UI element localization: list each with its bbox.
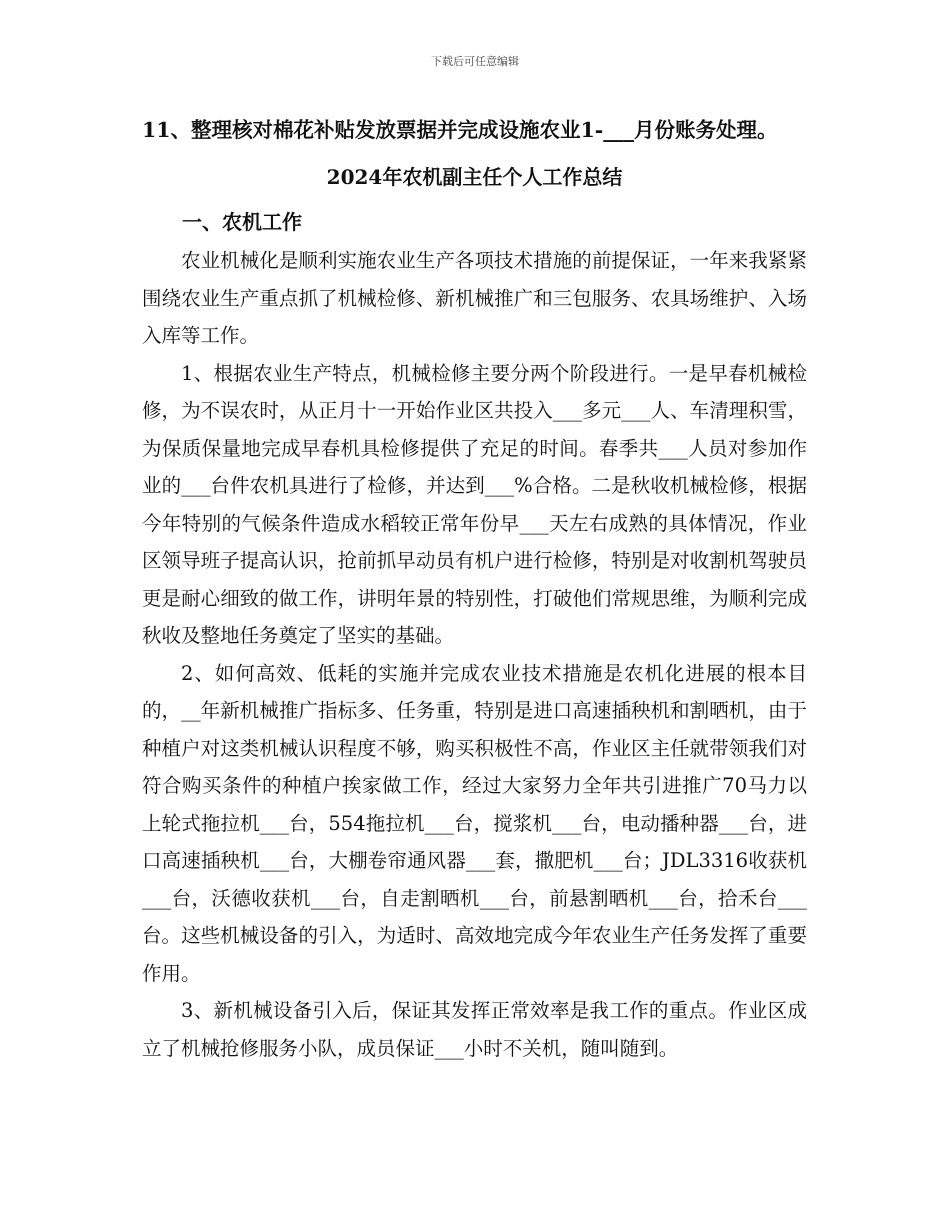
paragraph-1: 1、根据农业生产特点，机械检修主要分两个阶段进行。一是早春机械检修，为不误农时，从正月十一开始作业区共投入___多元___人、车清理积雪，为保质保量地完成早春机具检修提供了充足的时间。春季共___人员对参加作业的___台件农机具进行了检修，并达到___%合格。二是秋收机械检修，根据今年特别的气候条件造成水稻较正常年份早___天左右成熟的具体情况，作业区领导班子提高认识，抢前抓早动员有机户进行检修，特别是对收割机驾驶员更是耐心细致的做工作，讲明年景的特别性，打破他们常规思维，为顺利完成秋收及整地任务奠定了坚实的基础。: [142, 361, 807, 647]
page-header: 下载后可任意编辑: [431, 55, 519, 68]
document-title: 2024年农机副主任个人工作总结: [326, 165, 623, 189]
paragraph-3: 3、新机械设备引入后，保证其发挥正常效率是我工作的重点。作业区成立了机械抢修服务小队，成员保证___小时不关机，随叫随到。: [142, 999, 807, 1060]
lead-item: 11、整理核对棉花补贴发放票据并完成设施农业1-___月份账务处理。: [142, 118, 778, 142]
section-heading: 一、农机工作: [182, 210, 302, 234]
paragraph-2: 2、如何高效、低耗的实施并完成农业技术措施是农机化进展的根本目的，__年新机械推广指标多、任务重，特别是进口高速插秧机和割晒机，由于种植户对这类机械认识程度不够，购买积极性不高，作业区主任就带领我们对符合购买条件的种植户挨家做工作，经过大家努力全年共引进推广70马力以上轮式拖拉机___台，554拖拉机___台，搅浆机___台，电动播种器___台，进口高速插秧机___台，大棚卷帘通风器___套，撒肥机___台；JDL3316收获机___台，沃德收获机___台，自走割晒机___台，前悬割晒机___台，拾禾台___台。这些机械设备的引入，为适时、高效地完成今年农业生产任务发挥了重要作用。: [142, 661, 807, 985]
paragraph-intro: 农业机械化是顺利实施农业生产各项技术措施的前提保证，一年来我紧紧围绕农业生产重点抓了机械检修、新机械推广和三包服务、农具场维护、入场入库等工作。: [142, 249, 807, 347]
document-body: [142, 110, 807, 1067]
